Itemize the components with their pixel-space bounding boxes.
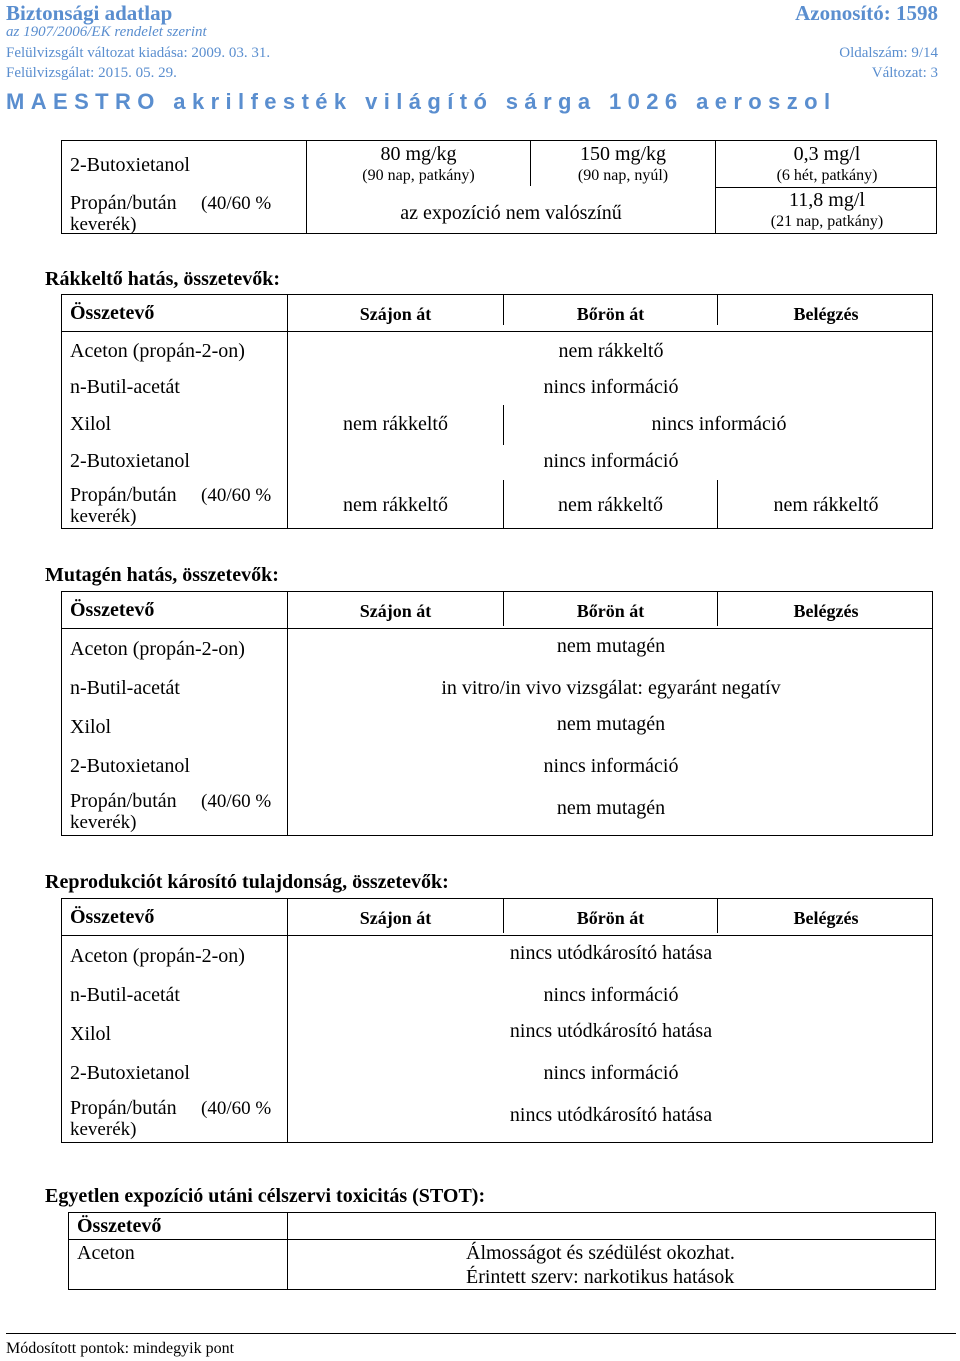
stot-title: Egyetlen expozíció utáni célszervi toxicitás (STOT): <box>45 1185 486 1207</box>
mut-title: Mutagén hatás, összetevők: <box>45 564 279 586</box>
rep-propan-val: nincs utódkárosító hatása <box>509 1104 713 1126</box>
rep-aceton: Aceton (propán-2-on) <box>70 945 245 967</box>
tox-value-4-note: (21 nap, patkány) <box>770 213 884 230</box>
tox-propan-mix: keverék) <box>70 214 137 235</box>
rep-butox-val: nincs információ <box>543 1062 679 1084</box>
page-header <box>0 0 960 81</box>
document-title: Biztonsági adatlap <box>6 1 173 25</box>
carc-propan: Propán/bután <box>70 484 177 506</box>
carc-aceton: Aceton (propán-2-on) <box>70 340 245 362</box>
rep-h-dermal: Bőrön át <box>576 908 645 928</box>
carc-propan-mix: keverék) <box>70 506 137 527</box>
carc-propan-pct: (40/60 % <box>201 485 272 506</box>
rep-propan-pct: (40/60 % <box>201 1098 272 1119</box>
regulation: az 1907/2006/EK rendelet szerint <box>6 24 207 40</box>
mut-propan-mix: keverék) <box>70 812 137 833</box>
footer-text: Módosított pontok: mindegyik pont <box>6 1340 235 1357</box>
rep-h-component: Összetevő <box>70 906 155 928</box>
carc-propan-dermal: nem rákkeltő <box>558 494 663 516</box>
carc-aceton-val: nem rákkeltő <box>558 340 664 362</box>
stot-aceton: Aceton <box>77 1242 135 1264</box>
review-date: Felülvizsgálat: 2015. 05. 29. <box>6 65 177 81</box>
tox-value-4: 11,8 mg/l <box>789 189 865 211</box>
stot-h-component: Összetevő <box>77 1215 162 1237</box>
rep-propan-mix: keverék) <box>70 1119 137 1140</box>
carc-h-component: Összetevő <box>70 302 155 324</box>
carc-butox: 2-Butoxietanol <box>70 450 190 472</box>
mut-h-dermal: Bőrön át <box>576 601 645 621</box>
carc-propan-inhal: nem rákkeltő <box>773 494 879 516</box>
mutagenicity-table <box>61 591 933 836</box>
version: Változat: 3 <box>871 65 938 81</box>
tox-propan-pct: (40/60 % <box>201 193 272 214</box>
issue-date: Felülvizsgált változat kiadása: 2009. 03. 31. <box>6 45 271 61</box>
carc-title: Rákkeltő hatás, összetevők: <box>45 268 280 290</box>
tox-value-3-note: (6 hét, patkány) <box>776 167 878 184</box>
product-name: MAESTRO akrilfesték világító sárga 1026 aeroszol <box>6 89 837 114</box>
mut-propan: Propán/bután <box>70 790 177 812</box>
carc-xilol-oral: nem rákkeltő <box>343 413 448 435</box>
mut-h-component: Összetevő <box>70 599 155 621</box>
carc-xilol-rest: nincs információ <box>651 413 787 435</box>
mut-butil: n-Butil-acetát <box>70 677 180 699</box>
rep-aceton-val: nincs utódkárosító hatása <box>509 942 713 964</box>
stot-effect-2: Érintett szerv: narkotikus hatások <box>466 1266 735 1288</box>
carcinogenicity-table <box>61 294 933 529</box>
rep-title: Reprodukciót károsító tulajdonság, összetevők: <box>45 871 449 893</box>
toxicity-table <box>61 140 937 234</box>
rep-xilol-val: nincs utódkárosító hatása <box>509 1020 713 1042</box>
mut-aceton: Aceton (propán-2-on) <box>70 638 245 660</box>
tox-value-2-note: (90 nap, nyúl) <box>577 167 669 184</box>
tox-span-text: az expozíció nem valószínű <box>400 202 622 224</box>
rep-xilol: Xilol <box>70 1023 112 1045</box>
carc-butil: n-Butil-acetát <box>70 376 180 398</box>
tox-butox-name: 2-Butoxietanol <box>70 154 190 176</box>
rep-butil: n-Butil-acetát <box>70 984 180 1006</box>
rep-butox: 2-Butoxietanol <box>70 1062 190 1084</box>
tox-value-2: 150 mg/kg <box>579 143 667 165</box>
tox-value-1: 80 mg/kg <box>380 143 457 165</box>
mut-propan-pct: (40/60 % <box>201 791 272 812</box>
rep-propan: Propán/bután <box>70 1097 177 1119</box>
carc-butox-val: nincs információ <box>543 450 679 472</box>
rep-h-inhal: Belégzés <box>793 908 859 928</box>
document-id: Azonosító: 1598 <box>795 1 938 25</box>
mut-xilol: Xilol <box>70 716 112 738</box>
rep-h-oral: Szájon át <box>359 908 432 928</box>
carc-butil-val: nincs információ <box>543 376 679 398</box>
carc-xilol: Xilol <box>70 413 112 435</box>
carc-propan-oral: nem rákkeltő <box>343 494 448 516</box>
mut-propan-val: nem mutagén <box>556 797 666 819</box>
mut-butox-val: nincs információ <box>543 755 679 777</box>
mut-h-oral: Szájon át <box>359 601 432 621</box>
carc-h-oral: Szájon át <box>359 304 432 324</box>
mut-butil-val: in vitro/in vivo vizsgálat: egyaránt negatív <box>441 677 781 699</box>
tox-propan-name: Propán/bután <box>70 192 177 214</box>
reproductive-table <box>61 898 933 1143</box>
footer-divider <box>6 1333 956 1334</box>
page-number: Oldalszám: 9/14 <box>839 45 938 61</box>
mut-h-inhal: Belégzés <box>793 601 859 621</box>
mut-aceton-val: nem mutagén <box>556 635 666 657</box>
stot-table <box>68 1212 936 1290</box>
tox-value-3: 0,3 mg/l <box>793 143 861 165</box>
carc-h-dermal: Bőrön át <box>576 304 645 324</box>
rep-butil-val: nincs információ <box>543 984 679 1006</box>
carc-h-inhal: Belégzés <box>793 304 859 324</box>
mut-butox: 2-Butoxietanol <box>70 755 190 777</box>
tox-value-1-note: (90 nap, patkány) <box>362 167 475 184</box>
stot-effect-1: Álmosságot és szédülést okozhat. <box>466 1242 735 1264</box>
mut-xilol-val: nem mutagén <box>556 713 666 735</box>
